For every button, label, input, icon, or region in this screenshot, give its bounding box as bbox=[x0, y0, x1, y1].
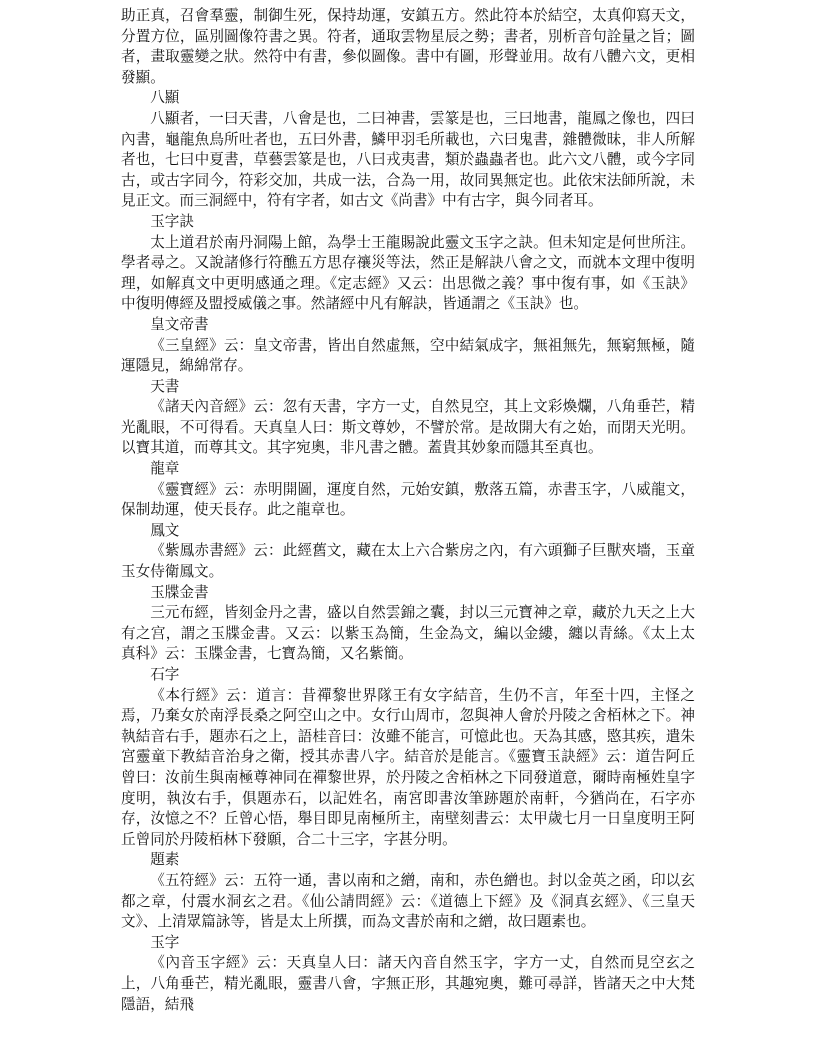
section-heading-yuzi: 玉字 bbox=[150, 933, 180, 951]
paragraph-longzhang: 《靈寶經》云：赤明開圖，運度自然，元始安鎮，敷落五篇，赤書玉字，八威龍文，保制劫運，使天長存。此之龍章也。 bbox=[121, 480, 695, 519]
section-heading-longzhang: 龍章 bbox=[150, 460, 180, 478]
paragraph-huangwendishu: 《三皇經》云：皇文帝書，皆出自然虛無，空中結氣成字，無祖無先，無窮無極，隨運隱見，綿綿常存。 bbox=[121, 336, 695, 375]
section-heading-huangwendishu: 皇文帝書 bbox=[150, 315, 209, 333]
paragraph-baxian: 八顯者，一曰天書，八會是也，二曰神書，雲篆是也，三曰地書，龍鳳之像也，四曰內書，龜龍魚鳥所吐者也，五曰外書，鱗甲羽毛所載也，六曰鬼書，雜體微昧，非人所解者也，七曰中夏書，草藝雲篆是也，八曰戎夷書，類於蟲蟲者也。此六文八體，或今字同古，或古字同今，符彩交加，共成一法，合為一用，故同異無定也。此依宋法師所說，未見正文。而三洞經中，符有字者，如古文《尚書》中有古字，與今同者耳。 bbox=[121, 109, 695, 210]
paragraph-fengwen: 《紫鳳赤書經》云：此經舊文，藏在太上六合紫房之內，有六頭獅子巨獸夾墻，玉童玉女侍衛鳳文。 bbox=[121, 542, 695, 581]
paragraph-intro: 助正真，召會羣靈，制御生死，保持劫運，安鎮五方。然此符本於結空，太真仰寫天文，分置方位，區別圖像符書之異。符者，通取雲物星辰之勢；書者，別析音句詮量之旨；圖者，畫取靈變之狀。然符中有書，參似圖像。書中有圖，形聲並用。故有八體六文，更相發顯。 bbox=[121, 7, 695, 86]
section-heading-baxian: 八顯 bbox=[150, 89, 180, 107]
section-heading-yudiejinshu: 玉牒金書 bbox=[150, 583, 209, 601]
section-heading-tisu: 題素 bbox=[150, 851, 180, 869]
paragraph-yudiejinshu: 三元布經，皆刻金丹之書，盛以自然雲錦之囊，封以三元寶神之章，藏於九天之上大有之宫，謂之玉牒金書。又云：以紫玉為簡，生金為文，編以金縷，纏以青絲。《太上太真科》云：玉牒金書，七寶為簡，又名紫簡。 bbox=[121, 604, 695, 663]
section-heading-shizi: 石字 bbox=[150, 666, 180, 683]
paragraph-shizi: 《本行經》云：道言：昔禪黎世界隊王有女字結音，生仍不言，年至十四，主怪之焉，乃棄女於南浮長桑之阿空山之中。女行山周市，忽與神人會於丹陵之舍栢林之下。神執結音右手，題赤石之上，語桂音曰：汝雖不能言，可憶此也。天為其感，愍其疾，遣朱宮靈童下教結音治身之衛，授其赤書八字。結音於是能言。《靈寶玉訣經》云：道告阿丘曾曰：汝前生與南極尊神同在禪黎世界，於丹陵之舍栢林之下同發道意，爾時南極姓皇字度明，執汝右手，俱題赤石，以記姓名，南宮即書汝筆跡題於南軒，今猶尚在，石字亦存，汝憶之不？丘曾心悟，舉目即見南極所主，南壁刻書云：太甲歲七月一日皇度明王阿丘曾同於丹陵栢林下發願，合二十三字，字甚分明。 bbox=[121, 686, 695, 848]
paragraph-yuzi: 《內音玉字經》云：天真皇人曰：諸天內音自然玉字，字方一丈，自然而見空玄之上，八角垂芒，精光亂眼，靈書八會，字無正形，其趣宛奧，難可尋詳，皆諸天之中大梵隱語，結飛 bbox=[121, 954, 695, 1013]
paragraph-yuzijue: 太上道君於南丹洞陽上館，為學士王龍賜說此靈文玉字之訣。但未知定是何世所注。學者尋之。又說諸修行符醮五方思存禳災等法，然正是解訣八會之文，而就本文理中復明理，如解真文中更明感通之理。《定志經》又云：出思微之義？事中復有事，如《玉訣》中復明傳經及盟授威儀之事。然諸經中凡有解訣，皆通謂之《玉訣》也。 bbox=[121, 233, 695, 313]
section-heading-tianshu: 天書 bbox=[150, 377, 180, 395]
paragraph-tianshu: 《諸天內音經》云：忽有天書，字方一丈，自然見空，其上文彩煥爛，八角垂芒，精光亂眼，不可得看。天真皇人曰：斯文尊妙，不譬於常。是故開大有之始，而閉天光明。以寶其道，而尊其文。其字宛奧，非凡書之體。蓋貴其妙象而隱其至真也。 bbox=[121, 398, 695, 457]
section-heading-yuzijue: 玉字訣 bbox=[150, 212, 194, 230]
section-heading-fengwen: 鳳文 bbox=[150, 521, 180, 539]
paragraph-tisu: 《五符經》云：五符一通，書以南和之繒，南和，赤色繒也。封以金英之函，印以玄都之章，付震水洞玄之君。《仙公請問經》云：《道德上下經》及《洞真玄經》、《三皇天文》、上清眾篇詠等，皆是太上所撰，而為文書於南和之繒，故曰題素也。 bbox=[121, 871, 695, 931]
document-page bbox=[121, 6, 695, 1015]
